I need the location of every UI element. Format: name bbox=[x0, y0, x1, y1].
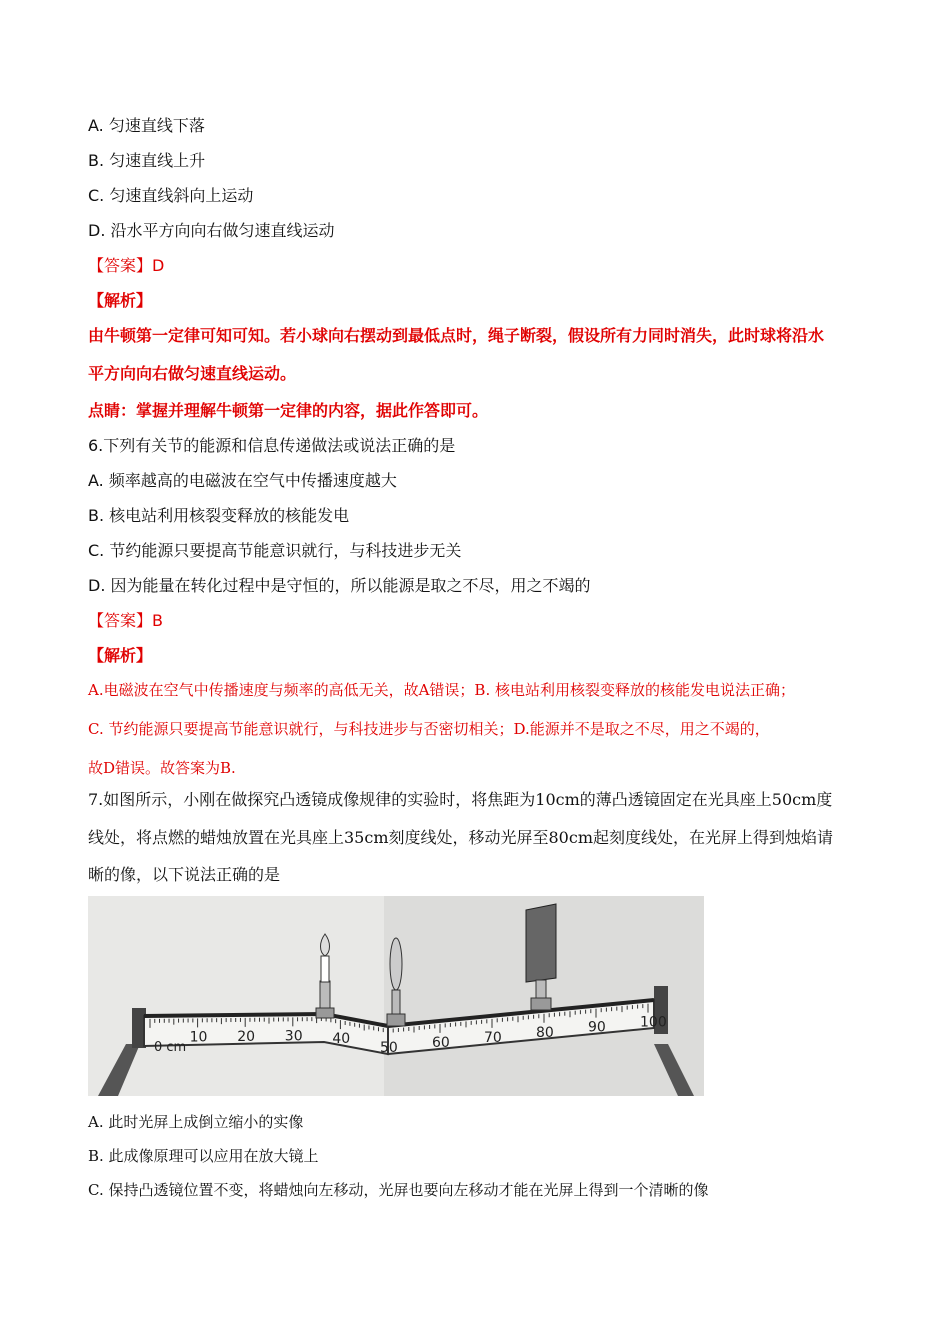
q5-option-c: C. 匀速直线斜向上运动 bbox=[88, 186, 254, 205]
tick-label: 70 bbox=[484, 1029, 502, 1046]
tick-label: 40 bbox=[332, 1031, 351, 1048]
q6-analysis-label: 【解析】 bbox=[88, 646, 153, 665]
tick-label: 10 bbox=[189, 1029, 208, 1046]
candle bbox=[321, 956, 329, 982]
q6-answer: 【答案】B bbox=[88, 611, 163, 630]
q7-stem-line-3: 晰的像，以下说法正确的是 bbox=[88, 865, 281, 884]
q6-option-c: C. 节约能源只要提高节能意识就行，与科技进步无关 bbox=[88, 541, 462, 560]
q7-option-c: C. 保持凸透镜位置不变，将蜡烛向左移动，光屏也要向左移动才能在光屏上得到一个清晰的像 bbox=[88, 1181, 709, 1199]
q6-analysis-line-2: C. 节约能源只要提高节能意识就行，与科技进步与否密切相关；D.能源并不是取之不尽，用之不竭的， bbox=[88, 720, 770, 738]
q6-stem: 6.下列有关节的能源和信息传递做法或说法正确的是 bbox=[88, 436, 456, 455]
q5-tip: 点睛：掌握并理解牛顿第一定律的内容，据此作答即可。 bbox=[88, 401, 489, 420]
q6-option-b: B. 核电站利用核裂变释放的核能发电 bbox=[88, 506, 350, 525]
tick-label: 60 bbox=[432, 1034, 450, 1051]
q5-option-d: D. 沿水平方向向右做匀速直线运动 bbox=[88, 221, 335, 240]
tick-label: 30 bbox=[284, 1028, 303, 1045]
q7-stem-line-1: 7.如图所示，小刚在做探究凸透镜成像规律的实验时，将焦距为10cm的薄凸透镜固定在光具座上50cm度 bbox=[88, 790, 833, 809]
q6-analysis-line-1: A.电磁波在空气中传播速度与频率的高低无关，故A错误；B. 核电站利用核裂变释放的核能发电说法正确； bbox=[88, 681, 795, 699]
unit-label: 0 cm bbox=[154, 1040, 187, 1055]
optical-bench-figure bbox=[88, 896, 704, 1096]
q5-analysis-line-2: 平方向向右做匀速直线运动。 bbox=[88, 364, 297, 383]
q5-analysis-label: 【解析】 bbox=[88, 291, 153, 310]
tick-label: 80 bbox=[536, 1024, 554, 1041]
q6-option-d: D. 因为能量在转化过程中是守恒的，所以能源是取之不尽，用之不竭的 bbox=[88, 576, 591, 595]
optical-bench-svg bbox=[88, 896, 704, 1096]
tick-label: 90 bbox=[588, 1019, 606, 1036]
q5-option-b: B. 匀速直线上升 bbox=[88, 151, 206, 170]
q6-analysis-line-3: 故D错误。故答案为B. bbox=[88, 759, 236, 777]
q7-option-b: B. 此成像原理可以应用在放大镜上 bbox=[88, 1147, 319, 1165]
tick-label: 20 bbox=[237, 1028, 256, 1045]
q5-option-a: A. 匀速直线下落 bbox=[88, 116, 205, 135]
q5-answer: 【答案】D bbox=[88, 256, 165, 275]
tick-label: 50 bbox=[380, 1040, 398, 1056]
tick-label: 100 bbox=[640, 1014, 667, 1031]
q5-analysis-line-1: 由牛顿第一定律可知可知。若小球向右摆动到最低点时，绳子断裂，假设所有力同时消失，此时球将沿水 bbox=[88, 326, 825, 345]
light-screen bbox=[526, 904, 556, 982]
convex-lens bbox=[390, 938, 402, 990]
q7-stem-line-2: 线处，将点燃的蜡烛放置在光具座上35cm刻度线处，移动光屏至80cm起刻度线处，在光屏上得到烛焰请 bbox=[88, 828, 833, 847]
q6-option-a: A. 频率越高的电磁波在空气中传播速度越大 bbox=[88, 471, 397, 490]
q7-option-a: A. 此时光屏上成倒立缩小的实像 bbox=[88, 1113, 304, 1131]
